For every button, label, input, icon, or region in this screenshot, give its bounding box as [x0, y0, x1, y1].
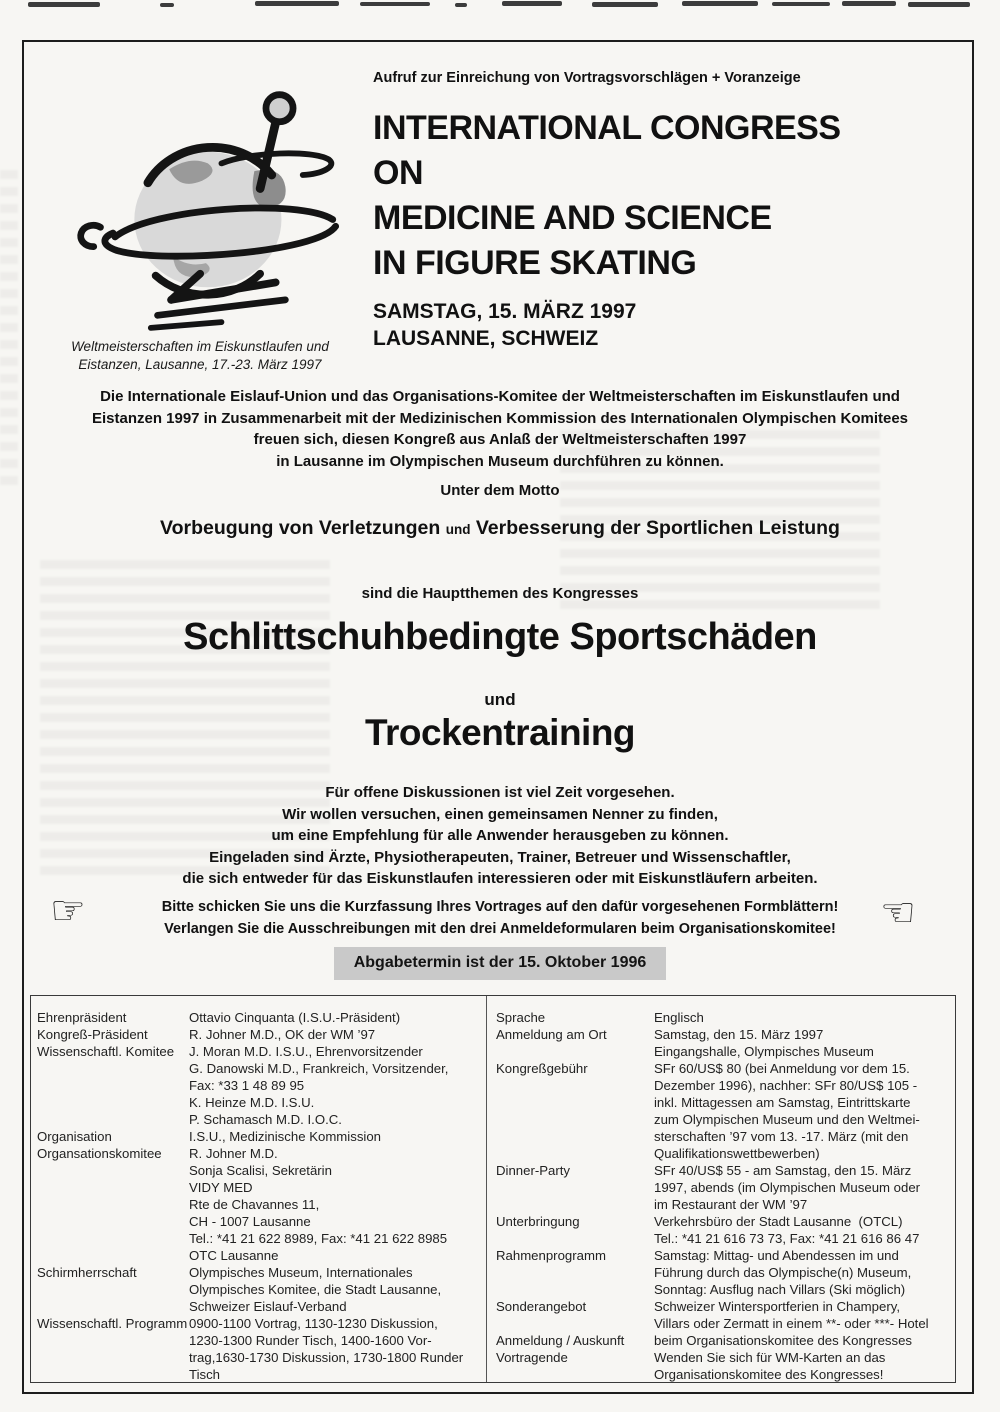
row-label: Kongreß-Präsident — [37, 1027, 148, 1042]
intro-paragraph — [0, 386, 1000, 472]
text-line: Die Internationale Eislauf-Union und das Organisations-Komitee der Weltmeisterschaften im Eiskunstlaufen und — [100, 388, 900, 405]
scan-artifact — [502, 1, 562, 6]
row-value — [654, 1026, 951, 1060]
scan-artifact — [908, 2, 970, 7]
row-label: Wissenschaftl. Programm — [37, 1316, 188, 1331]
congress-logo — [55, 74, 355, 336]
value-line: CH - 1007 Lausanne — [189, 1214, 311, 1229]
row-value — [189, 1043, 482, 1128]
value-line: Englisch — [654, 1010, 704, 1025]
value-line: Tel.: *41 21 616 73 73, Fax: *41 21 616 86 47 — [654, 1231, 920, 1246]
congress-info-table — [30, 995, 956, 1383]
table-row — [37, 1009, 482, 1026]
row-value — [654, 1162, 951, 1213]
congress-date: SAMSTAG, 15. MÄRZ 1997 — [373, 300, 637, 323]
table-row — [37, 1128, 482, 1145]
pointing-hand-right-icon: ☞ — [50, 888, 86, 934]
value-line: Tisch — [189, 1367, 221, 1382]
text-line: Eistanzen 1997 in Zusammenarbeit mit der Medizinischen Kommission des Internationalen Olympischen Komitees — [91, 409, 909, 427]
value-line: beim Organisationskomitee des Kongresses — [654, 1333, 913, 1348]
info-table-right-column — [487, 996, 955, 1382]
row-label: Anmeldung / Auskunft — [496, 1333, 625, 1348]
value-line: SFr 40/US$ 55 - am Samstag, den 15. März — [654, 1163, 912, 1178]
motto-line — [0, 517, 1000, 540]
table-row — [496, 1162, 951, 1213]
value-line: P. Schamasch M.D. I.O.C. — [189, 1112, 342, 1127]
value-line: R. Johner M.D. — [189, 1146, 278, 1161]
congress-place: LAUSANNE, SCHWEIZ — [373, 327, 599, 350]
row-label: Sprache — [496, 1010, 546, 1025]
scan-artifact — [455, 3, 467, 7]
scan-artifact — [28, 2, 100, 7]
table-row — [496, 1349, 951, 1383]
row-value — [654, 1060, 951, 1162]
spinning-skater-globe-icon — [55, 74, 355, 336]
text-line: Eingeladen sind Ärzte, Physiotherapeuten, Trainer, Betreuer und Wissenschaftler, — [209, 848, 791, 866]
theme-heading-1: Schlittschuhbedingte Sportschäden — [183, 616, 817, 658]
scan-artifact — [772, 2, 830, 6]
text-line: die sich entweder für das Eiskunstlaufen interessieren oder mit Eiskunstläufern arbeiten. — [182, 870, 818, 887]
table-row — [496, 1060, 951, 1162]
header-block — [373, 70, 968, 352]
row-label: Anmeldung am Ort — [496, 1027, 607, 1042]
value-line: Qualifikationswettbewerben) — [654, 1146, 820, 1161]
value-line: Führung durch das Olympische(n) Museum, — [654, 1265, 912, 1280]
scan-artifact — [842, 1, 896, 6]
row-label: Rahmenprogramm — [496, 1248, 606, 1263]
text-line: freuen sich, diesen Kongreß aus Anlaß der Weltmeisterschaften 1997 — [253, 431, 747, 448]
text-line: Wir wollen versuchen, einen gemeinsamen Nenner zu finden, — [282, 805, 718, 823]
row-value — [189, 1009, 482, 1026]
value-line: Olympisches Museum, Internationales — [189, 1265, 413, 1280]
cta-line: Verlangen Sie die Ausschreibungen mit den drei Anmeldeformularen beim Organisationskomitee! — [164, 920, 836, 937]
value-line: Samstag, den 15. März 1997 — [654, 1027, 824, 1042]
scan-artifact — [360, 2, 430, 6]
details-paragraph — [0, 782, 1000, 890]
table-row — [37, 1043, 482, 1128]
title-line: IN FIGURE SKATING — [373, 244, 697, 282]
value-line: G. Danowski M.D., Frankreich, Vorsitzender, — [189, 1061, 449, 1076]
value-line: Sonntag: Ausflug nach Villars (Ski möglich) — [654, 1282, 906, 1297]
motto-part1: Vorbeugung von Verletzungen — [160, 517, 441, 539]
value-line: im Restaurant der WM ’97 — [654, 1197, 808, 1212]
motto-part2: Verbesserung der Sportlichen Leistung — [475, 517, 840, 539]
pointing-hand-left-icon: ☜ — [880, 890, 916, 936]
value-line: Verkehrsbüro der Stadt Lausanne (OTCL) — [654, 1214, 903, 1229]
value-line: Rte de Chavannes 11, — [189, 1197, 320, 1212]
value-line: Ottavio Cinquanta (I.S.U.-Präsident) — [189, 1010, 401, 1025]
value-line: sterschaften ’97 vom 13. -17. März (mit den — [654, 1129, 909, 1144]
scan-artifact — [592, 2, 658, 7]
row-label: Ehrenpräsident — [37, 1010, 127, 1025]
title-line: INTERNATIONAL CONGRESS — [373, 109, 841, 147]
value-line: K. Heinze M.D. I.S.U. — [189, 1095, 315, 1110]
value-line: OTC Lausanne — [189, 1248, 279, 1263]
table-row — [496, 1247, 951, 1298]
scan-artifact — [255, 1, 339, 6]
value-line: Schweizer Eislauf-Verband — [189, 1299, 347, 1314]
motto-connector: und — [445, 522, 471, 537]
title-line: ON — [373, 154, 423, 192]
caption-line: Eistanzen, Lausanne, 17.-23. März 1997 — [78, 357, 322, 372]
value-line: Schweizer Wintersportferien in Champery, — [654, 1299, 901, 1314]
table-row — [37, 1264, 482, 1315]
theme-heading-2: Trockentraining — [364, 712, 636, 753]
row-label: Wissenschaftl. Komitee — [37, 1044, 175, 1059]
value-line: 1230-1300 Runder Tisch, 1400-1600 Vor- — [189, 1333, 432, 1348]
motto-intro: Unter dem Motto — [440, 482, 560, 499]
value-line: Olympisches Komitee, die Stadt Lausanne, — [189, 1282, 442, 1297]
date-place-block — [373, 298, 968, 352]
theme-connector: und — [484, 690, 516, 709]
row-value — [189, 1026, 482, 1043]
row-value — [654, 1213, 951, 1247]
text-line: Für offene Diskussionen ist viel Zeit vorgesehen. — [325, 784, 675, 801]
title-line: MEDICINE AND SCIENCE — [373, 199, 772, 237]
row-value — [654, 1009, 951, 1026]
value-line: Villars oder Zermatt in einem **- oder ***- Hotel — [654, 1316, 929, 1331]
cta-line: Bitte schicken Sie uns die Kurzfassung Ihres Vortrages auf den dafür vorgesehenen Formblättern! — [161, 899, 839, 915]
row-label: Vortragende — [496, 1350, 568, 1365]
row-value — [189, 1264, 482, 1315]
caption-line: Weltmeisterschaften im Eiskunstlaufen und — [71, 339, 329, 354]
value-line: Fax: *33 1 48 89 95 — [189, 1078, 305, 1093]
deadline-banner — [0, 947, 1000, 980]
row-label: Unterbringung — [496, 1214, 580, 1229]
value-line: trag,1630-1730 Diskussion, 1730-1800 Runder — [189, 1350, 464, 1365]
value-line: SFr 60/US$ 80 (bei Anmeldung vor dem 15. — [654, 1061, 910, 1076]
value-line: J. Moran M.D. I.S.U., Ehrenvorsitzender — [189, 1044, 423, 1059]
table-row — [496, 1026, 951, 1060]
row-label: Sonderangebot — [496, 1299, 587, 1314]
text-line: in Lausanne im Olympischen Museum durchführen zu können. — [276, 452, 724, 470]
congress-title — [373, 106, 968, 286]
value-line: 1997, abends (im Olympischen Museum oder — [654, 1180, 921, 1195]
value-line: VIDY MED — [189, 1180, 253, 1195]
table-row — [37, 1145, 482, 1264]
logo-caption — [30, 338, 370, 374]
deadline-text: Abgabetermin ist der 15. Oktober 1996 — [334, 947, 667, 980]
row-value — [189, 1128, 482, 1145]
value-line: I.S.U., Medizinische Kommission — [189, 1129, 382, 1144]
row-label: Organisation — [37, 1129, 112, 1144]
value-line: Dezember 1996), nachher: SFr 80/US$ 105 - — [654, 1078, 918, 1093]
value-line: Wenden Sie sich für WM-Karten an das — [654, 1350, 886, 1365]
row-value — [654, 1332, 951, 1349]
table-row — [37, 1026, 482, 1043]
call-to-action — [115, 897, 885, 940]
value-line: Samstag: Mittag- und Abendessen im und — [654, 1248, 899, 1263]
row-label: Schirmherrschaft — [37, 1265, 137, 1280]
table-row — [496, 1213, 951, 1247]
value-line: 0900-1100 Vortrag, 1130-1230 Diskussion, — [189, 1316, 438, 1331]
row-value — [654, 1349, 951, 1383]
value-line: zum Olympischen Museum und den Weltmei- — [654, 1112, 920, 1127]
value-line: R. Johner M.D., OK der WM ’97 — [189, 1027, 376, 1042]
table-row — [496, 1332, 951, 1349]
value-line: inkl. Mittagessen am Samstag, Eintrittskarte — [654, 1095, 911, 1110]
row-value — [654, 1247, 951, 1298]
text-line: um eine Empfehlung für alle Anwender herausgeben zu können. — [271, 827, 729, 844]
value-line: Eingangshalle, Olympisches Museum — [654, 1044, 874, 1059]
scan-artifact — [682, 1, 758, 6]
value-line: Sonja Scalisi, Sekretärin — [189, 1163, 332, 1178]
scan-artifact — [160, 3, 174, 7]
row-value — [189, 1315, 482, 1383]
motto-outro: sind die Hauptthemen des Kongresses — [361, 585, 639, 602]
table-row — [496, 1009, 951, 1026]
row-label: Kongreßgebühr — [496, 1061, 588, 1076]
row-value — [189, 1145, 482, 1264]
value-line: Tel.: *41 21 622 8989, Fax: *41 21 622 8985 — [189, 1231, 448, 1246]
table-row — [496, 1298, 951, 1332]
row-label: Organsationskomitee — [37, 1146, 162, 1161]
value-line: Organisationskomitee des Kongresses! — [654, 1367, 884, 1382]
row-label: Dinner-Party — [496, 1163, 571, 1178]
table-row — [37, 1315, 482, 1383]
info-table-left-column — [31, 996, 487, 1382]
row-value — [654, 1298, 951, 1332]
kicker-line: Aufruf zur Einreichung von Vortragsvorschlägen + Voranzeige — [373, 70, 801, 86]
